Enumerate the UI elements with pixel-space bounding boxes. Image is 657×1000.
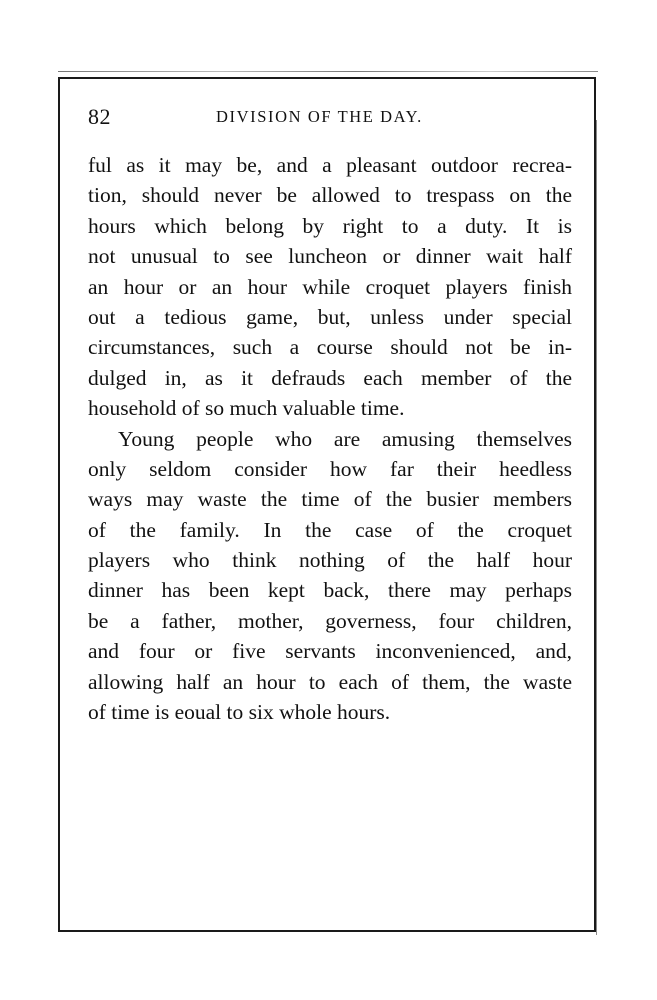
text-line: an hour or an hour while croquet players finish: [88, 274, 572, 299]
text-line: dinner has been kept back, there may perhaps: [88, 578, 572, 603]
page-heading: DIVISION OF THE DAY.: [216, 107, 423, 126]
text-line: tion, should never be allowed to trespass on the: [88, 183, 572, 208]
text-line: not unusual to see luncheon or dinner wait half: [88, 244, 572, 269]
page-number: 82: [88, 104, 111, 129]
text-line: household of so much valuable time.: [88, 396, 405, 421]
running-head: [88, 104, 568, 130]
text-line: ful as it may be, and a pleasant outdoor recrea-: [88, 153, 572, 177]
paragraph-2: [88, 424, 572, 728]
text-line: ways may waste the time of the busier members: [88, 487, 572, 512]
text-line: only seldom consider how far their heedless: [88, 456, 572, 481]
text-line: Young people who are amusing themselves: [118, 426, 572, 451]
paragraph-1: [88, 150, 572, 424]
text-line: circumstances, such a course should not be in-: [88, 335, 572, 360]
text-line: of the family. In the case of the croquet: [88, 517, 572, 542]
top-rule: [58, 71, 598, 72]
text-line: of time is eoual to six whole hours.: [88, 700, 391, 725]
text-line: hours which belong by right to a duty. It is: [88, 213, 572, 238]
text-line: allowing half an hour to each of them, the waste: [88, 669, 572, 694]
body-text: [88, 150, 572, 727]
text-line: dulged in, as it defrauds each member of the: [88, 365, 572, 390]
text-line: players who think nothing of the half hour: [88, 548, 572, 573]
border-shadow: [596, 120, 597, 935]
text-line: out a tedious game, but, unless under special: [88, 304, 572, 329]
text-line: and four or five servants inconvenienced, and,: [88, 639, 572, 664]
text-line: be a father, mother, governess, four children,: [88, 608, 572, 633]
